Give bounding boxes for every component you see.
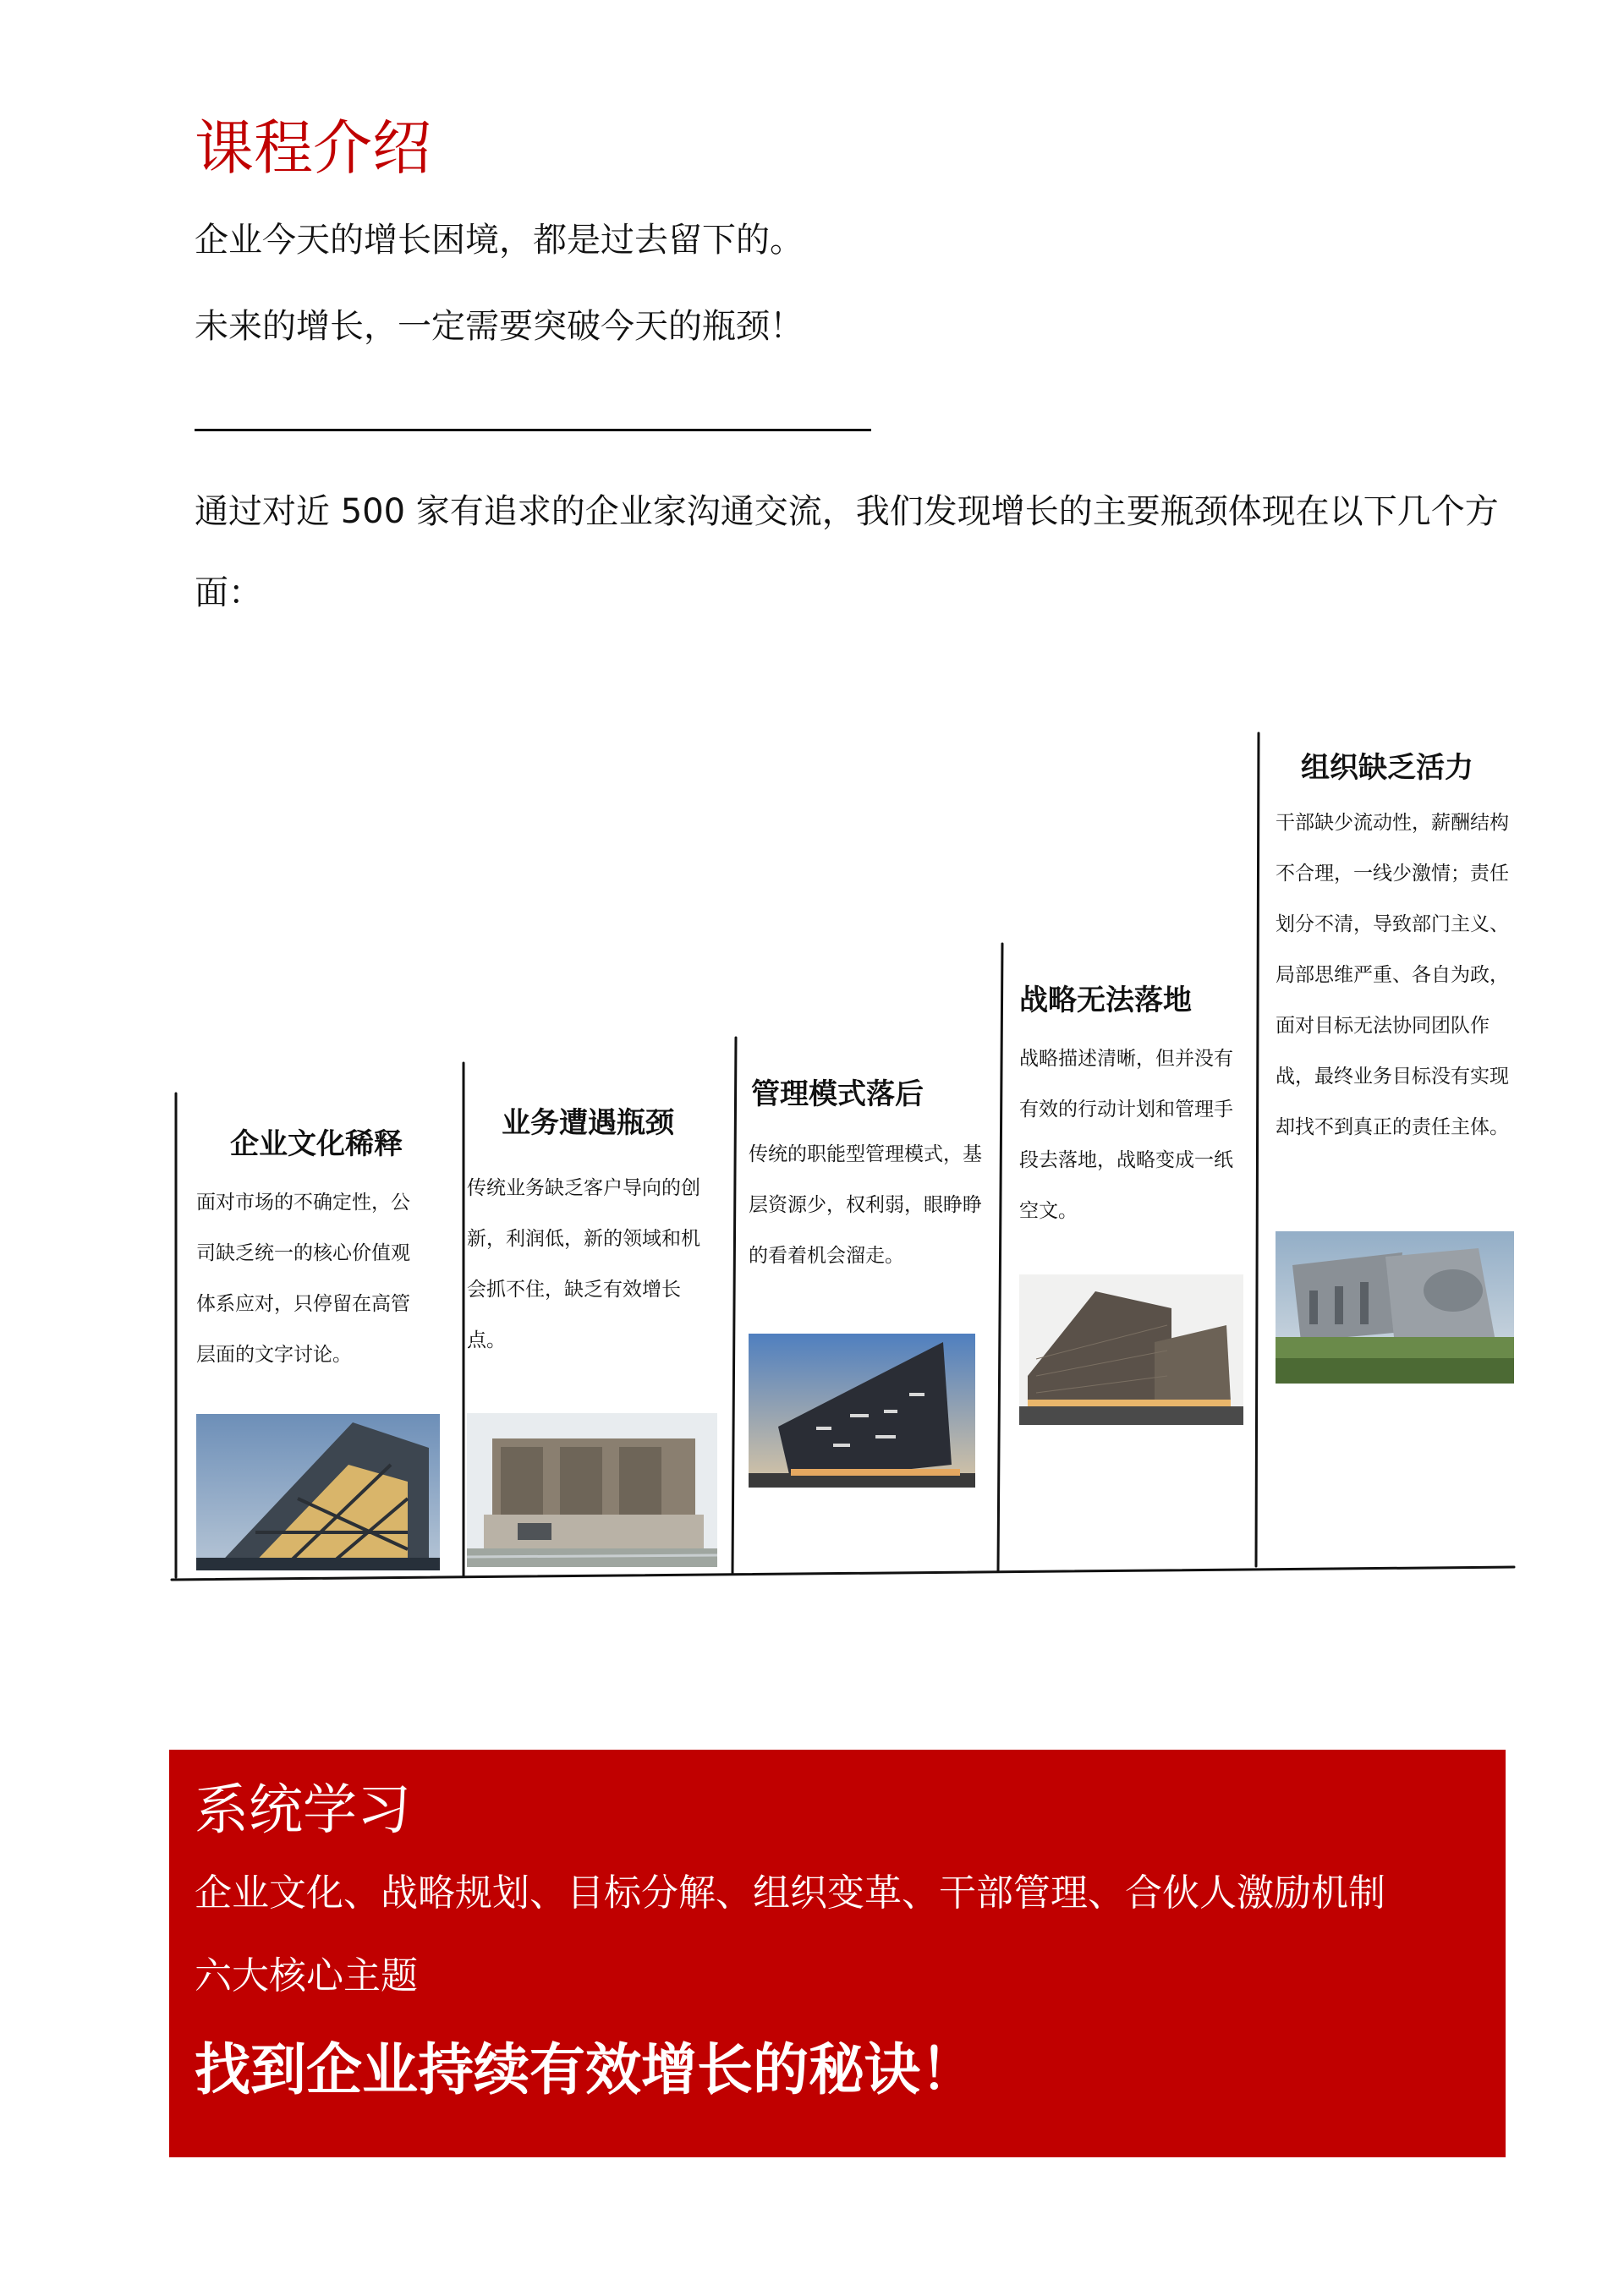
step-title-business: 业务遭遇瓶颈 (502, 1106, 674, 1140)
step-body-management: 传统的职能型管理模式，基层资源少，权利弱，眼睁睁的看着机会溜走。 (749, 1143, 982, 1267)
step-body-business: 传统业务缺乏客户导向的创新，利润低，新的领域和机会抓不住，缺乏有效增长点。 (467, 1177, 700, 1351)
museum-building-photo (467, 1413, 717, 1567)
panel-tagline: 找到企业持续有效增长的秘诀！ (195, 2036, 976, 2102)
futuristic-building-photo (1276, 1231, 1514, 1384)
intro-lead: 通过对近 500 家有追求的企业家沟通交流，我们发现增长的主要瓶颈体现在以下几个方面： (195, 492, 1499, 612)
stair-riser-5 (1256, 733, 1259, 1566)
intro-line-1: 企业今天的增长困境，都是过去留下的。 (195, 221, 804, 260)
step-body-strategy: 战略描述清晰，但并没有有效的行动计划和管理手段去落地，战略变成一纸空文。 (1019, 1048, 1233, 1222)
intro-line-2: 未来的增长，一定需要突破今天的瓶颈！ (195, 307, 804, 346)
stair-riser-3 (732, 1038, 736, 1573)
panel-topics-count: 六大核心主题 (195, 1954, 418, 1997)
summary-panel (169, 1750, 1506, 2157)
stair-riser-4 (998, 944, 1002, 1570)
step-title-management: 管理模式落后 (751, 1077, 924, 1111)
divider (195, 429, 871, 431)
step-title-strategy: 战略无法落地 (1019, 984, 1192, 1017)
bronze-block-building-photo (1019, 1274, 1243, 1425)
dark-wedge-building-photo (749, 1334, 975, 1488)
step-body-organization: 干部缺少流动性，薪酬结构不合理，一线少激情；责任划分不清，导致部门主义、局部思维严重、各自为政，面对目标无法协同团队作战，最终业务目标没有实现却找不到真正的责任主体。 (1276, 812, 1509, 1138)
page-title: 课程介绍 (195, 113, 431, 183)
step-body-culture: 面对市场的不确定性，公司缺乏统一的核心价值观体系应对，只停留在高管层面的文字讨论。 (196, 1192, 410, 1366)
bottleneck-staircase (0, 727, 1624, 1641)
step-title-organization: 组织缺乏活力 (1301, 751, 1473, 785)
diagonal-building-photo (196, 1414, 440, 1570)
step-title-culture: 企业文化稀释 (230, 1127, 403, 1161)
panel-title: 系统学习 (195, 1779, 411, 1842)
panel-topics: 企业文化、战略规划、目标分解、组织变革、干部管理、合伙人激励机制 (195, 1871, 1385, 1915)
